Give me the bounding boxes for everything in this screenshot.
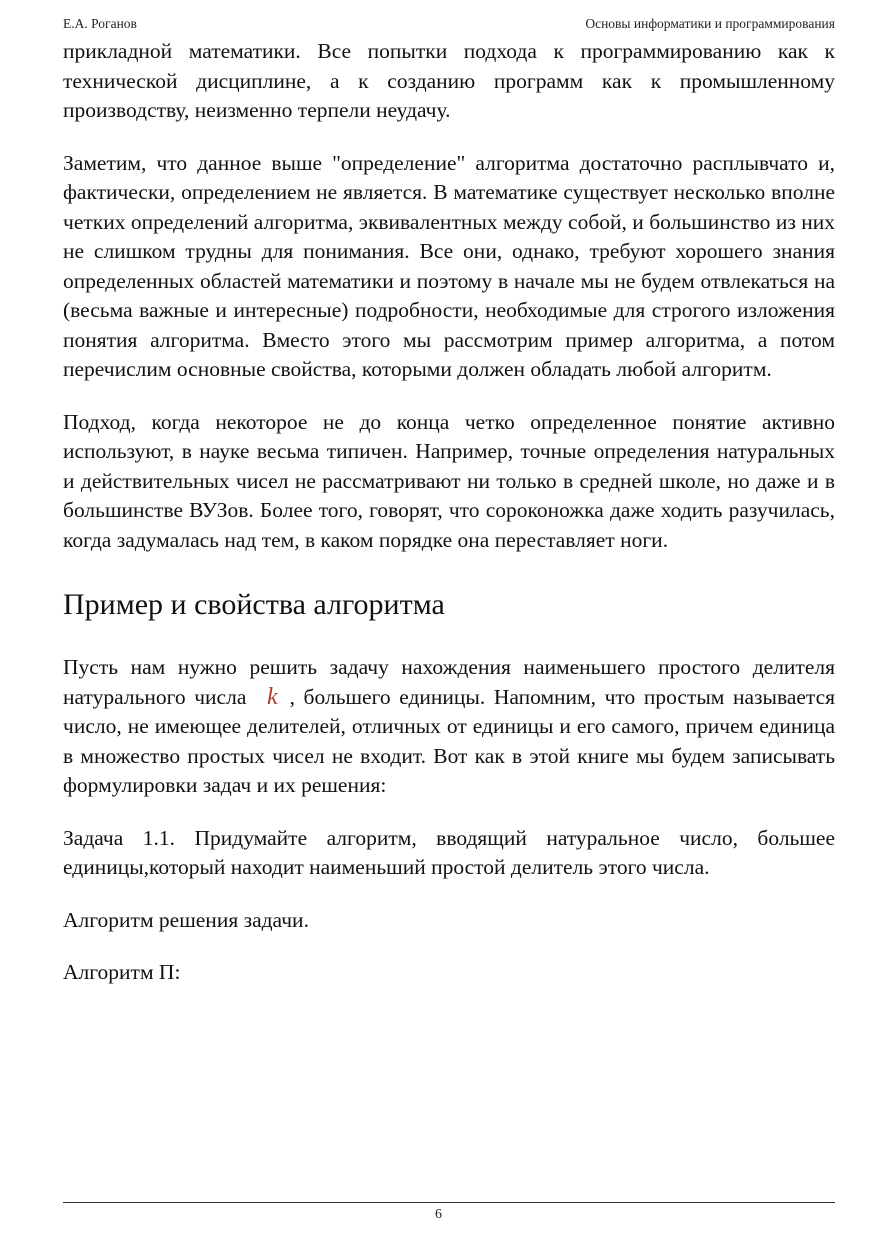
page-content: [63, 37, 835, 988]
header-author: Е.А. Роганов: [63, 16, 137, 31]
footer-divider: [63, 1202, 835, 1203]
section-heading: Пример и свойства алгоритма: [63, 588, 445, 621]
page-number: 6: [435, 1207, 442, 1222]
variable-k-formula: k: [266, 683, 278, 710]
task-intro-start: Пусть нам нужно решить задачу нахождения наименьшего простого делителя натурального числа: [63, 655, 835, 709]
algorithm-label: Алгоритм П:: [63, 960, 181, 984]
paragraph-task-intro: [63, 653, 835, 801]
paragraph-definition-remark: Заметим, что данное выше "определение" алгоритма достаточно расплывчато и, фактически, определением не является. В математике существует несколько вполне четких определений алгоритма, эквивалентных между собой, и большинство из них не слишком трудны для понимания. Все они, однако, требуют хорошего знания определенных областей математики и поэтому в начале мы не будем отвлекаться на (весьма важные и интересные) подробности, необходимые для строгого изложения понятия алгоритма. Вместо этого мы рассмотрим пример алгоритма, а потом перечислим основные свойства, которыми должен обладать любой алгоритм.: [63, 150, 835, 381]
solution-label: Алгоритм решения задачи.: [63, 907, 309, 932]
page-header: [63, 16, 835, 36]
task-statement: Задача 1.1. Придумайте алгоритм, вводящий натуральное число, большее единицы,который находит наименьший простой делитель этого числа.: [63, 825, 835, 879]
paragraph-approach: Подход, когда некоторое не до конца четко определенное понятие активно используют, в науке весьма типичен. Например, точные определения натуральных и действительных чисел не рассматривают ни только в средней школе, но даже и в большинстве ВУЗов. Более того, говорят, что сороконожка даже ходить разучилась, когда задумалась над тем, в каком порядке она переставляет ноги.: [63, 409, 835, 552]
header-book-title: Основы информатики и программирования: [585, 16, 835, 31]
task-intro-end: , большего единицы. Напомним, что простым называется число, не имеющее делителей, отличных от единицы и его самого, причем единица в множество простых чисел не входит. Вот как в этой книге мы будем записывать формулировки задач и их решения:: [63, 684, 835, 797]
paragraph-continuation: прикладной математики. Все попытки подхода к программированию как к технической дисциплине, а к созданию программ как к промышленному производству, неизменно терпели неудачу.: [63, 39, 835, 122]
